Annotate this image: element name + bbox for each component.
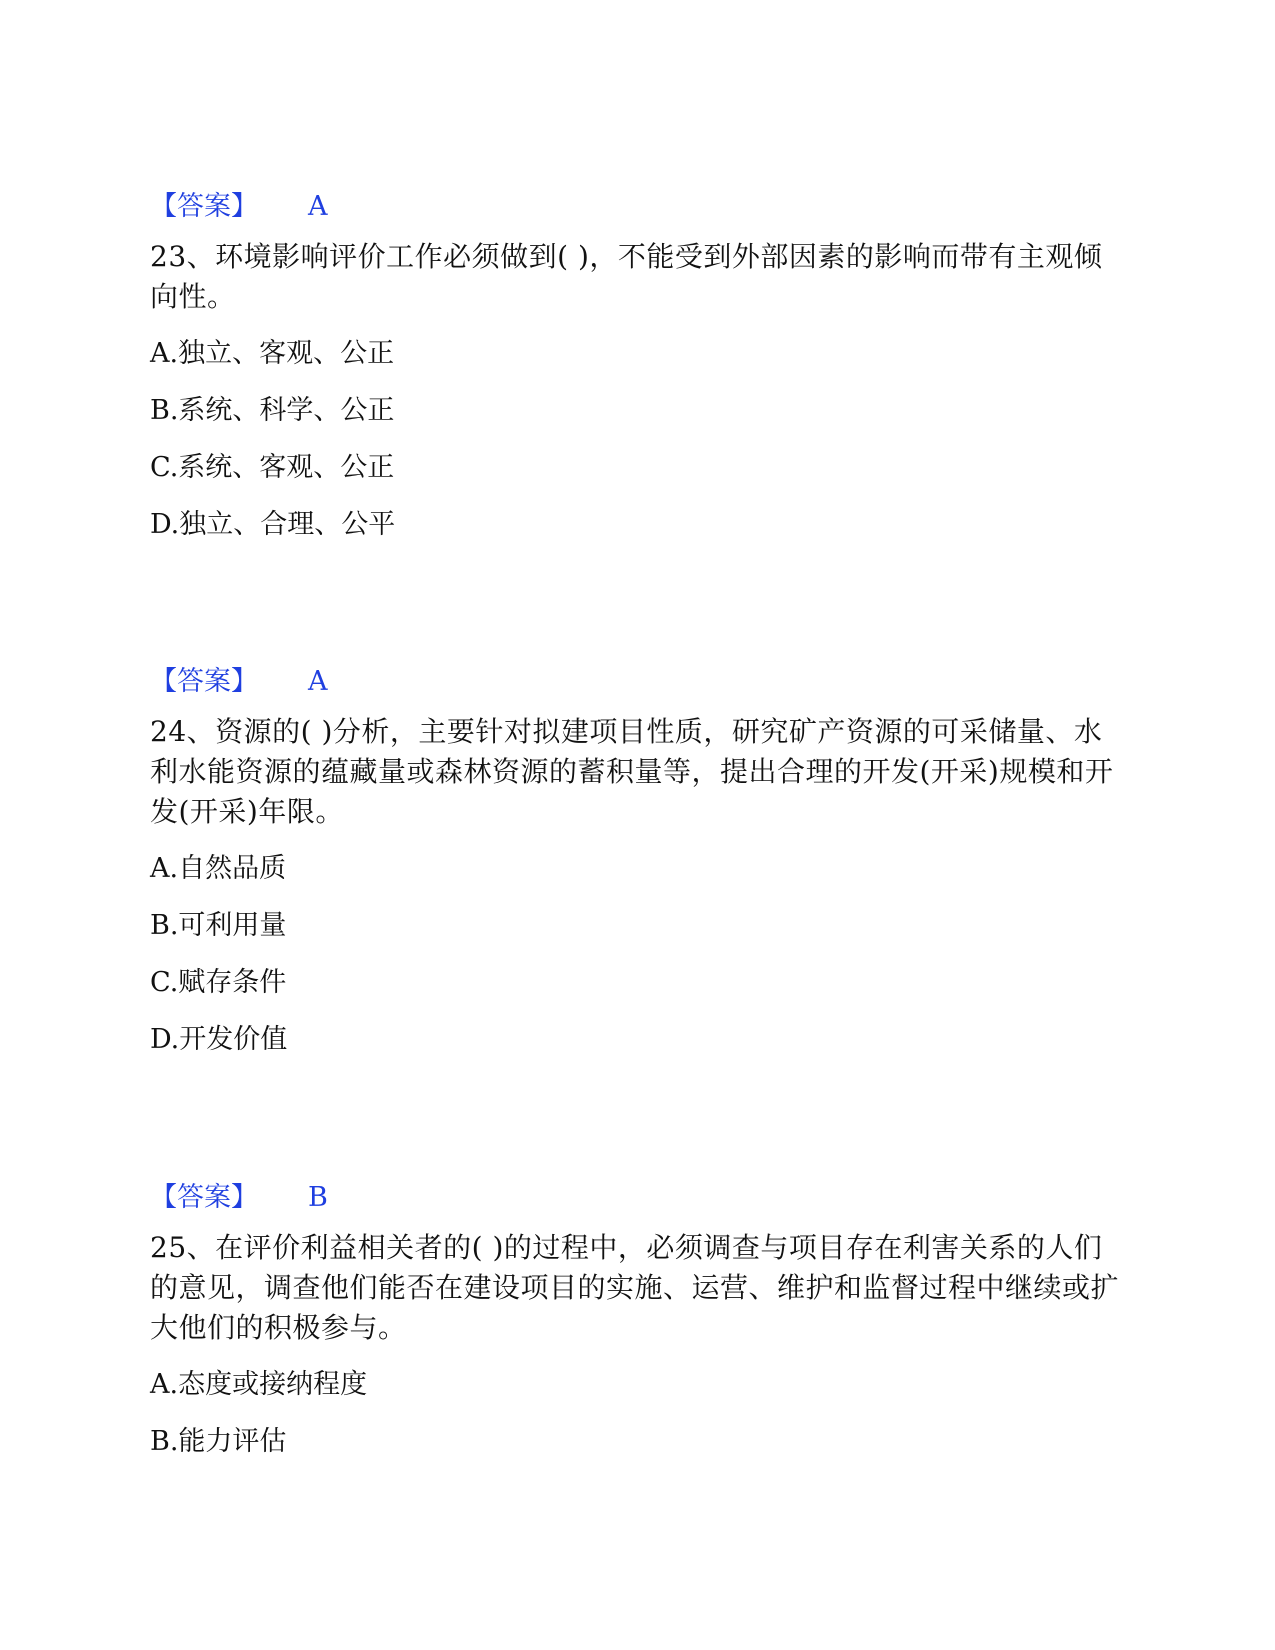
option-b: B.可利用量: [150, 910, 287, 941]
answer-value: A: [308, 191, 328, 222]
option-list: [150, 849, 1120, 1060]
answer-line: [150, 1178, 1120, 1218]
question-block-25: [150, 1178, 1120, 1462]
question-text: 24、资源的( )分析，主要针对拟建项目性质，研究矿产资源的可采储量、水利水能资源的蕴藏量或森林资源的蓄积量等，提出合理的开发(开采)规模和开发(开采)年限。: [150, 715, 1114, 828]
option-a: A.独立、客观、公正: [150, 338, 395, 369]
question-block-23: [150, 187, 1120, 545]
answer-label: 【答案】: [150, 1182, 258, 1213]
option-b: B.系统、科学、公正: [150, 395, 395, 426]
answer-value: B: [308, 1182, 328, 1213]
answer-label: 【答案】: [150, 666, 258, 697]
option-a: A.自然品质: [150, 853, 287, 884]
option-list: [150, 334, 1120, 545]
option-c: C.系统、客观、公正: [150, 452, 395, 483]
question-text: 25、在评价利益相关者的( )的过程中，必须调查与项目存在利害关系的人们的意见，调查他们能否在建设项目的实施、运营、维护和监督过程中继续或扩大他们的积极参与。: [150, 1231, 1120, 1344]
option-b: B.能力评估: [150, 1426, 287, 1457]
option-d: D.开发价值: [150, 1024, 288, 1055]
option-a: A.态度或接纳程度: [150, 1369, 368, 1400]
option-list: [150, 1365, 1120, 1462]
question-block-24: [150, 662, 1120, 1060]
answer-value: A: [308, 666, 328, 697]
option-c: C.赋存条件: [150, 967, 287, 998]
question-text: 23、环境影响评价工作必须做到( )，不能受到外部因素的影响而带有主观倾向性。: [150, 240, 1103, 313]
answer-label: 【答案】: [150, 191, 258, 222]
option-d: D.独立、合理、公平: [150, 509, 396, 540]
answer-line: [150, 662, 1120, 702]
answer-line: [150, 187, 1120, 227]
